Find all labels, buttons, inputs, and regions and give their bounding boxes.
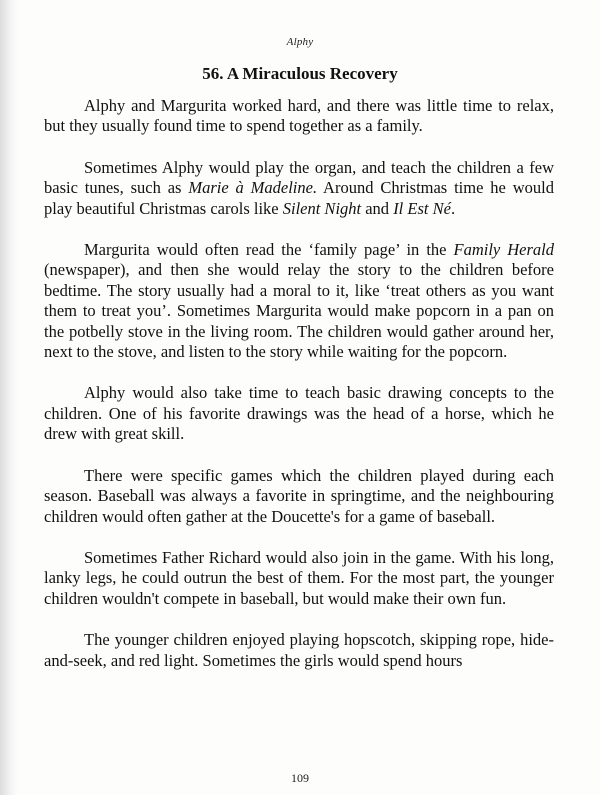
body-text [44,96,554,671]
paragraph-3-text-2: (newspaper), and then she would relay the story to the children before bedtime. The story usually had a moral to it, like ‘treat others as you want them to treat you’. Sometimes Margurita would make popcorn in a pan on the potbelly stove in the living room. The children would gather around her, next to the stove, and listen to the story while waiting for the popcorn. [44,260,554,362]
paragraph-2-text-1: Sometimes Alphy would play the organ, and teach the children a few basic tunes, such as [44,157,554,198]
paragraph-6: Sometimes Father Richard would also join in the game. With his long, lanky legs, he could outrun the best of them. For the most part, the younger children wouldn't compete in baseball, but would make their own fun. [44,547,554,608]
paragraph-2-text-2: Around Christmas time he would play beautiful Christmas carols like [44,178,554,218]
song-title-marie-a-madeline: Marie à Madeline. [188,178,318,198]
paragraph-2 [44,158,554,219]
paragraph-3 [44,240,554,362]
binding-shadow [0,0,18,795]
paragraph-2-text-3: and [361,198,394,218]
paragraph-3-text-1: Margurita would often read the ‘family page’ in the [84,240,454,260]
paragraph-2-text-4: . [450,198,456,218]
song-title-il-est-ne: Il Est Né [393,198,451,218]
paragraph-1: Alphy and Margurita worked hard, and there was little time to relax, but they usually found time to spend together as a family. [44,96,554,136]
paragraph-5: There were specific games which the children played during each season. Baseball was always a favorite in springtime, and the neighbouring children would often gather at the Doucette's for a game of baseball. [44,465,554,526]
page-number: 109 [291,771,309,785]
newspaper-title-family-herald: Family Herald [453,240,554,260]
running-head: Alphy [286,36,314,48]
song-title-silent-night: Silent Night [282,198,362,218]
paragraph-4: Alphy would also take time to teach basic drawing concepts to the children. One of his favorite drawings was the head of a horse, which he drew with great skill. [44,383,554,444]
paragraph-7: The younger children enjoyed playing hopscotch, skipping rope, hide-and-seek, and red light. Sometimes the girls would spend hours [44,630,554,670]
chapter-title: 56. A Miraculous Recovery [202,64,398,83]
